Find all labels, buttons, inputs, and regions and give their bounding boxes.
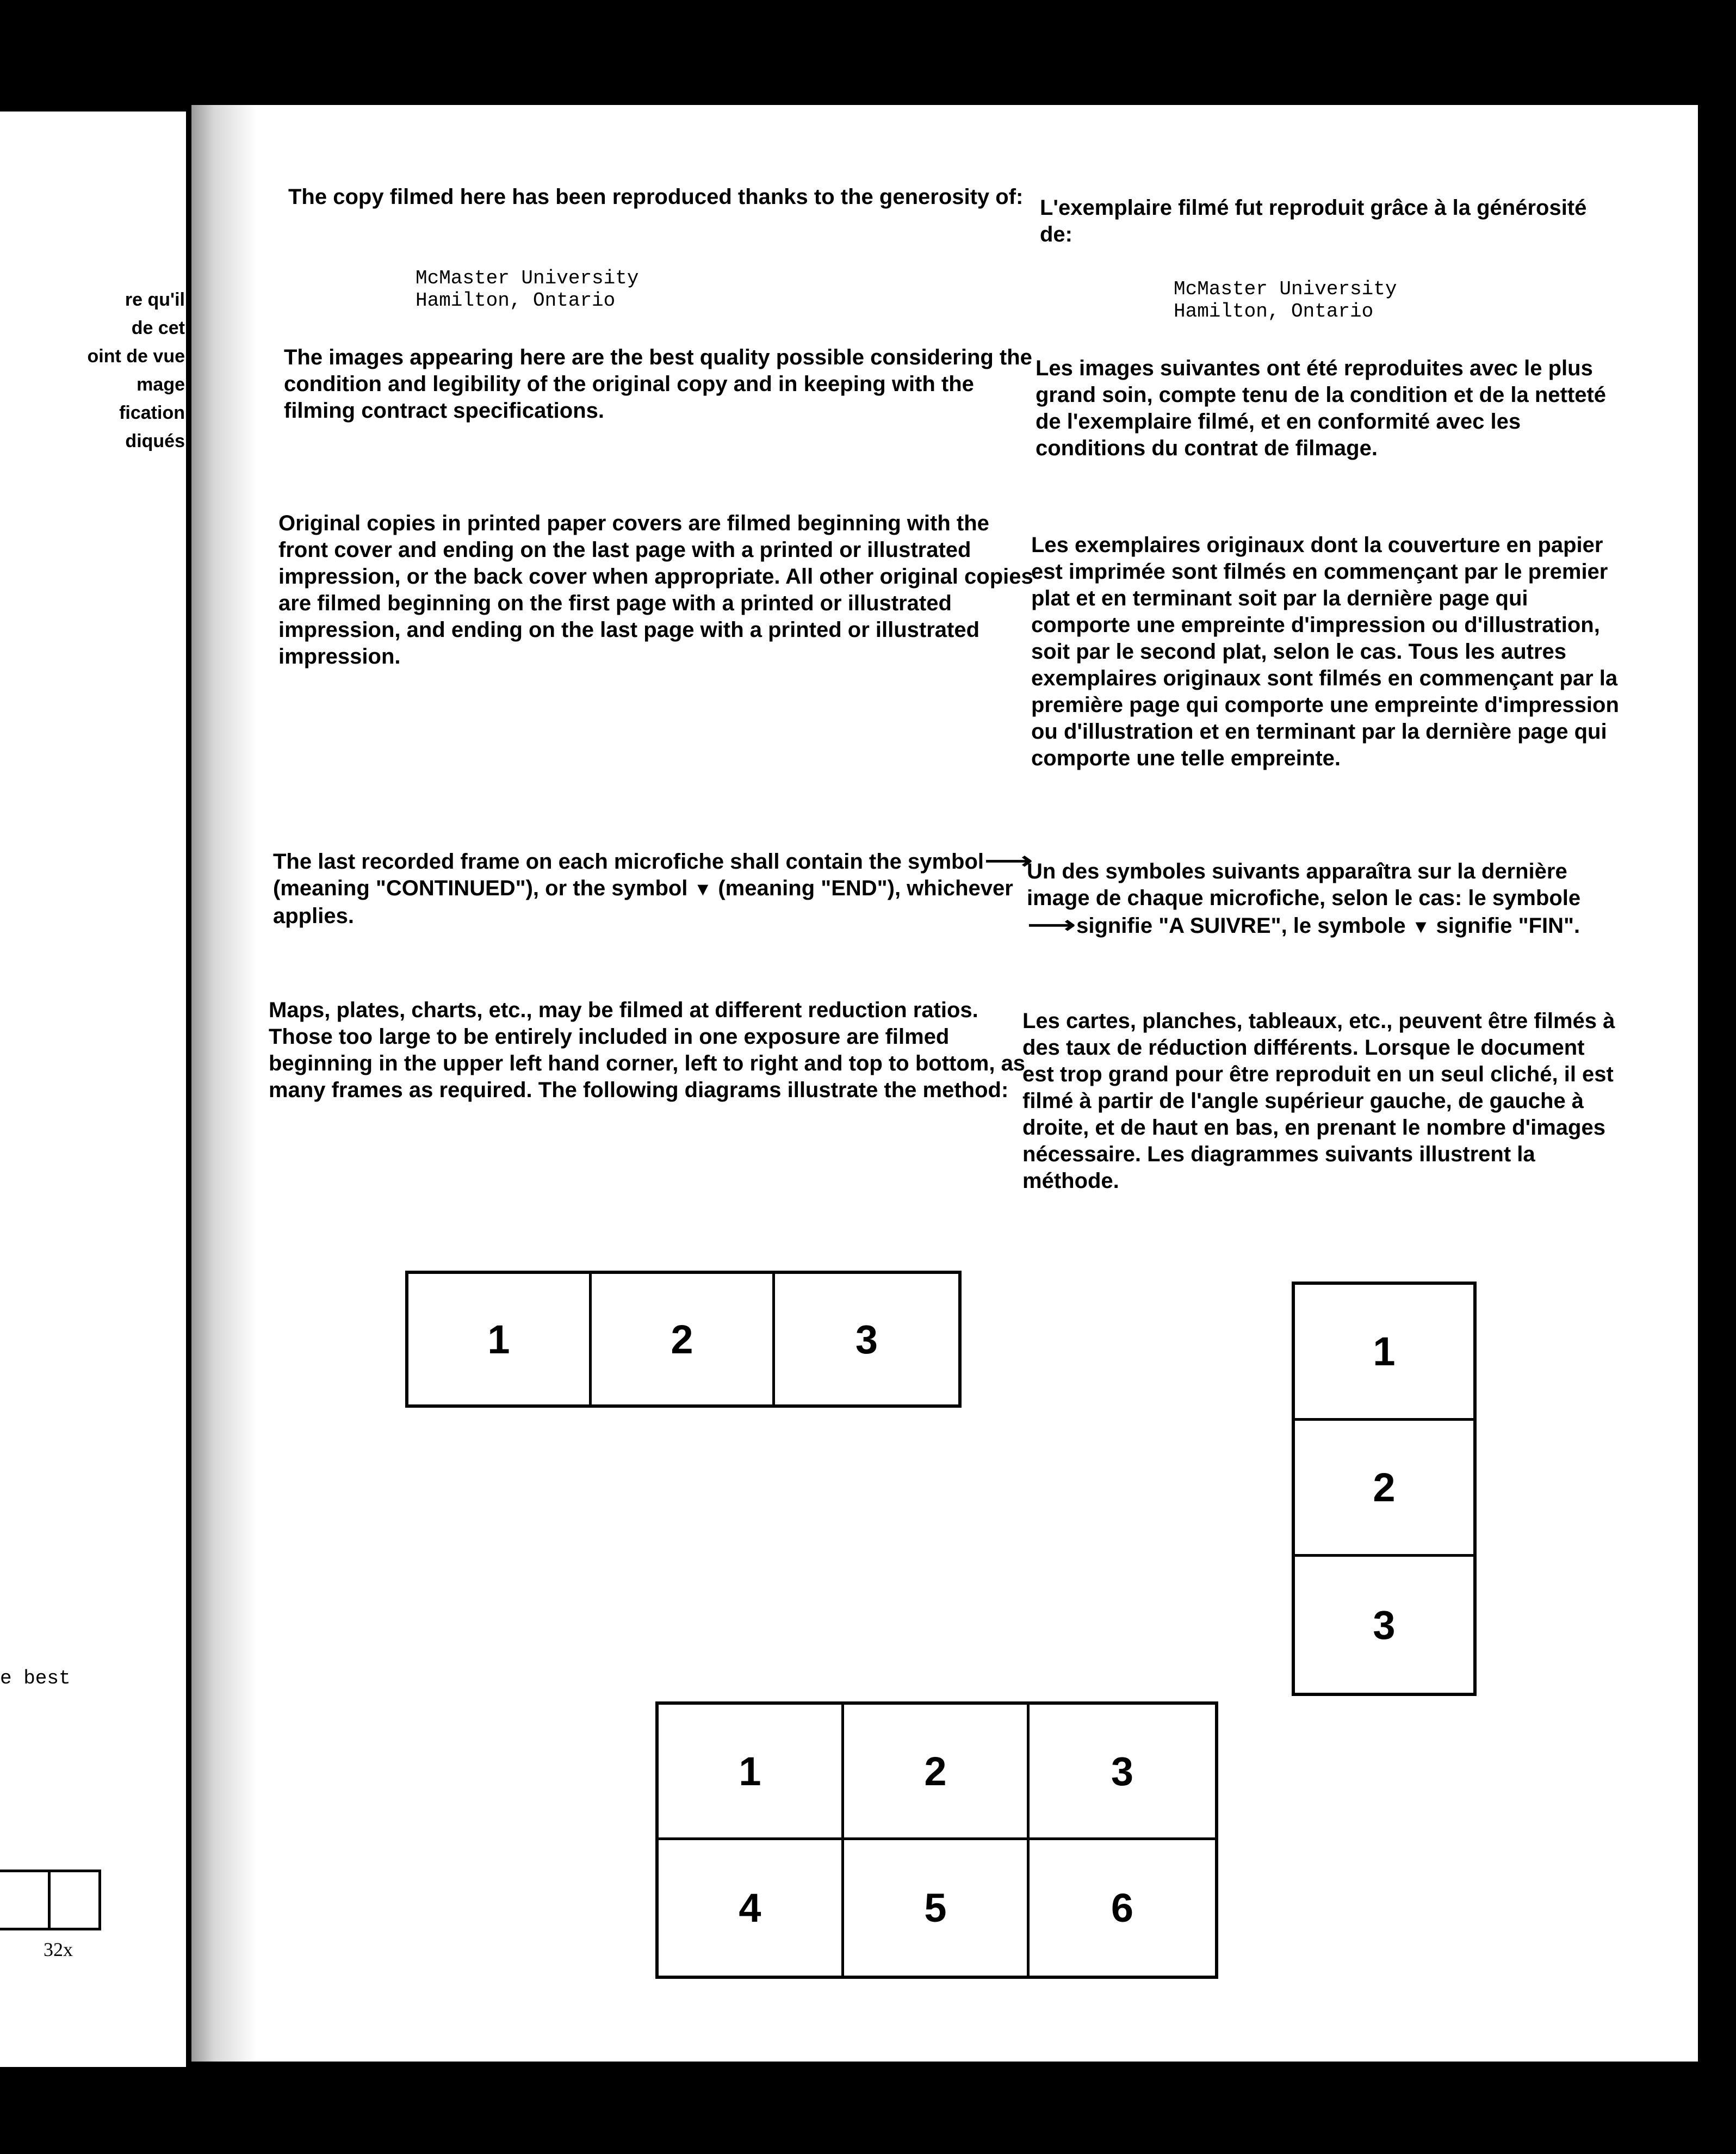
- french-covers-notice: Les exemplaires originaux dont la couverture en papier est imprimée sont filmés en commençant par le premier plat et en terminant soit par la dernière page qui comporte une empreinte d'impression ou d'illustration, soit par le second plat, selon le cas. Tous les autres exemplaires originaux sont filmés en commençant par la première page qui comporte une empreinte d'impression ou d'illustration et en terminant par la dernière page qui comporte une telle empreinte.: [1031, 533, 1619, 770]
- frame-cell: 2: [1295, 1421, 1473, 1557]
- english-credit-intro: The copy filmed here has been reproduced thanks to the generosity of:: [288, 185, 1024, 209]
- frame-cell: 1: [1295, 1285, 1473, 1421]
- diagram-cell: [48, 1872, 98, 1928]
- english-institution: McMaster University Hamilton, Ontario: [416, 267, 639, 312]
- french-maps-notice: Les cartes, planches, tableaux, etc., peuvent être filmés à des taux de réduction différents. Lorsque le document est trop grand pour être reproduit en un seul cliché, il est filmé à partir de l'angle supérieur gauche, de gauche à droite, et de haut en bas, en prenant le nombre d'images nécessaire. Les diagrammes suivants illustrent la méthode.: [1022, 1009, 1615, 1193]
- frame-cell: 4: [659, 1840, 844, 1976]
- frame-cell: 2: [592, 1274, 775, 1404]
- text-line: oint de vue: [87, 346, 185, 367]
- frame-cell: 1: [659, 1705, 844, 1840]
- french-frame-notice: [1027, 858, 1603, 940]
- binding-shadow: [191, 105, 257, 2062]
- english-quality-notice: The images appearing here are the best quality possible considering the condition and legibility of the original copy and in keeping with the filming contract specifications.: [284, 345, 1032, 423]
- frame-cell: 5: [844, 1840, 1030, 1976]
- end-triangle-icon: ▼: [693, 879, 712, 900]
- text-segment: signifie "A SUIVRE", le symbole: [1076, 914, 1406, 938]
- french-credit-intro: L'exemplaire filmé fut reproduit grâce à la générosité de:: [1040, 196, 1587, 246]
- film-border: [1698, 105, 1736, 2062]
- english-maps-notice: Maps, plates, charts, etc., may be filmed at different reduction ratios. Those too large to be entirely included in one exposure are filmed beginning in the upper left hand corner, left to right and top to bottom, as many frames as required. The following diagrams illustrate the method:: [269, 998, 1026, 1102]
- text-segment: (meaning "END"), whichever applies.: [273, 876, 1013, 928]
- reduction-ratio-label: 32x: [44, 1939, 73, 1960]
- frame-cell: 1: [408, 1274, 592, 1404]
- end-triangle-icon: ▼: [1411, 917, 1430, 937]
- frame-cell: 6: [1111, 1885, 1134, 1930]
- previous-page-text: [0, 286, 185, 455]
- horizontal-frames-diagram: [405, 1271, 962, 1408]
- diagram-cell: [0, 1872, 48, 1928]
- continued-arrow-icon: ⟶: [1027, 912, 1076, 938]
- text-segment: The last recorded frame on each microfiche shall contain the symbol: [273, 850, 984, 874]
- english-covers-notice: Original copies in printed paper covers are filmed beginning with the front cover and ending on the last page with a printed or illustrated impression, or the back cover when appropriate. All other original copies are filmed beginning on the first page with a printed or illustrated impression, and ending on the last page with a printed or illustrated impression.: [278, 511, 1033, 669]
- frame-cell: 3: [1373, 1602, 1396, 1648]
- text-segment: Un des symboles suivants apparaîtra sur la dernière image de chaque microfiche, selon le cas: le symbole: [1027, 859, 1581, 910]
- french-institution: McMaster University Hamilton, Ontario: [1174, 278, 1397, 323]
- text-line: re qu'il: [125, 289, 185, 310]
- partial-diagram: [0, 1870, 101, 1930]
- english-frame-notice: [273, 847, 1045, 930]
- best-text: e best: [0, 1667, 71, 1689]
- text-segment: signifie "FIN".: [1436, 914, 1580, 938]
- frame-cell: 2: [844, 1705, 1030, 1840]
- filming-notice-page: [191, 105, 1698, 2062]
- frame-cell: 3: [1030, 1705, 1215, 1840]
- vertical-frames-diagram: [1292, 1282, 1477, 1696]
- frame-cell: 3: [855, 1316, 878, 1362]
- text-line: mage: [137, 374, 185, 395]
- grid-frames-diagram: [655, 1701, 1218, 1979]
- text-segment: (meaning "CONTINUED"), or the symbol: [273, 876, 688, 900]
- previous-page-fragment: [0, 112, 186, 2067]
- text-line: fication: [119, 403, 185, 423]
- french-quality-notice: Les images suivantes ont été reproduites avec le plus grand soin, compte tenu de la condition et de la netteté de l'exemplaire filmé, et en conformité avec les conditions du contrat de filmage.: [1036, 356, 1607, 460]
- continued-arrow-icon: ⟶: [984, 847, 1033, 874]
- text-line: diqués: [125, 431, 185, 451]
- text-line: de cet: [131, 318, 185, 338]
